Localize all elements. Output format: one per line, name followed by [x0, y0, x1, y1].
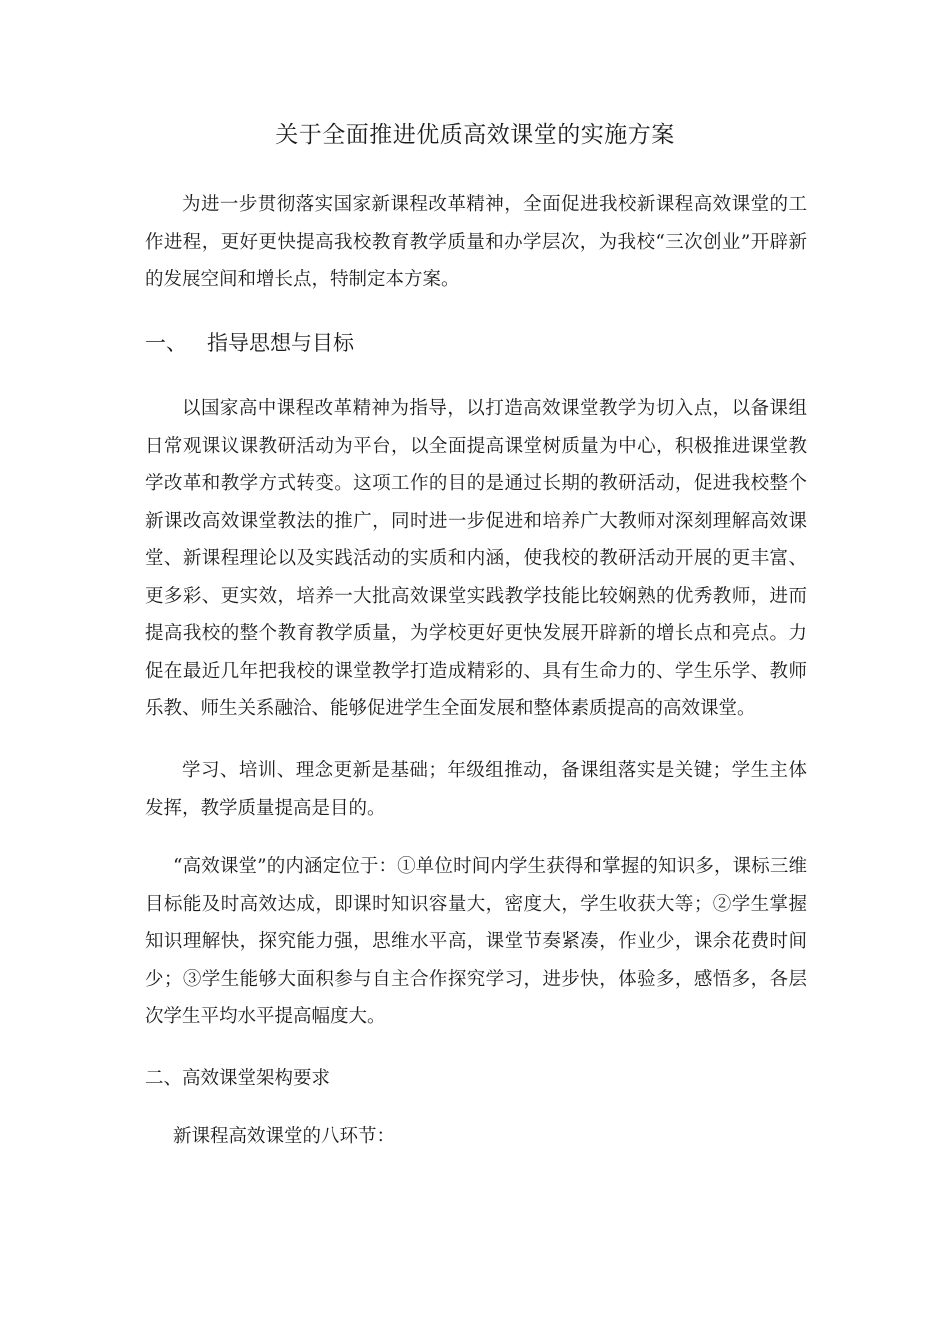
- section2-heading: 二、高效课堂架构要求: [145, 1068, 331, 1089]
- section1-number: 一、: [145, 331, 187, 355]
- document-title: 关于全面推进优质高效课堂的实施方案: [275, 122, 675, 148]
- section1-title: 指导思想与目标: [207, 331, 354, 355]
- intro-paragraph: 为进一步贯彻落实国家新课程改革精神，全面促进我校新课程高效课堂的工作进程，更好更快提高我校教育教学质量和办学层次，为我校“三次创业”开辟新的发展空间和增长点，特制定本方案。: [145, 194, 807, 290]
- section1-paragraph-2: 学习、培训、理念更新是基础；年级组推动，备课组落实是关键；学生主体发挥，教学质量提高是目的。: [145, 760, 807, 819]
- section1-paragraph-3: “高效课堂”的内涵定位于：①单位时间内学生获得和掌握的知识多，课标三维目标能及时高效达成，即课时知识容量大，密度大，学生收获大等；②学生掌握知识理解快，探究能力强，思维水平高，课堂节奏紧凑，作业少，课余花费时间少；③学生能够大面积参与自主合作探究学习，进步快，体验多，感悟多，各层次学生平均水平提高幅度大。: [145, 856, 807, 1027]
- section1-heading: [145, 325, 354, 361]
- section1-paragraph-1: 以国家高中课程改革精神为指导，以打造高效课堂教学为切入点，以备课组日常观课议课教研活动为平台，以全面提高课堂树质量为中心，积极推进课堂教学改革和教学方式转变。这项工作的目的是通过长期的教研活动，促进我校整个新课改高效课堂教法的推广，同时进一步促进和培养广大教师对深刻理解高效课堂、新课程理论以及实践活动的实质和内涵，使我校的教研活动开展的更丰富、更多彩、更实效，培养一大批高效课堂实践教学技能比较娴熟的优秀教师，进而提高我校的整个教育教学质量，为学校更好更快发展开辟新的增长点和亮点。力促在最近几年把我校的课堂教学打造成精彩的、具有生命力的、学生乐学、教师乐教、师生关系融洽、能够促进学生全面发展和整体素质提高的高效课堂。: [145, 398, 807, 719]
- section2-paragraph-1: 新课程高效课堂的八环节：: [173, 1126, 396, 1147]
